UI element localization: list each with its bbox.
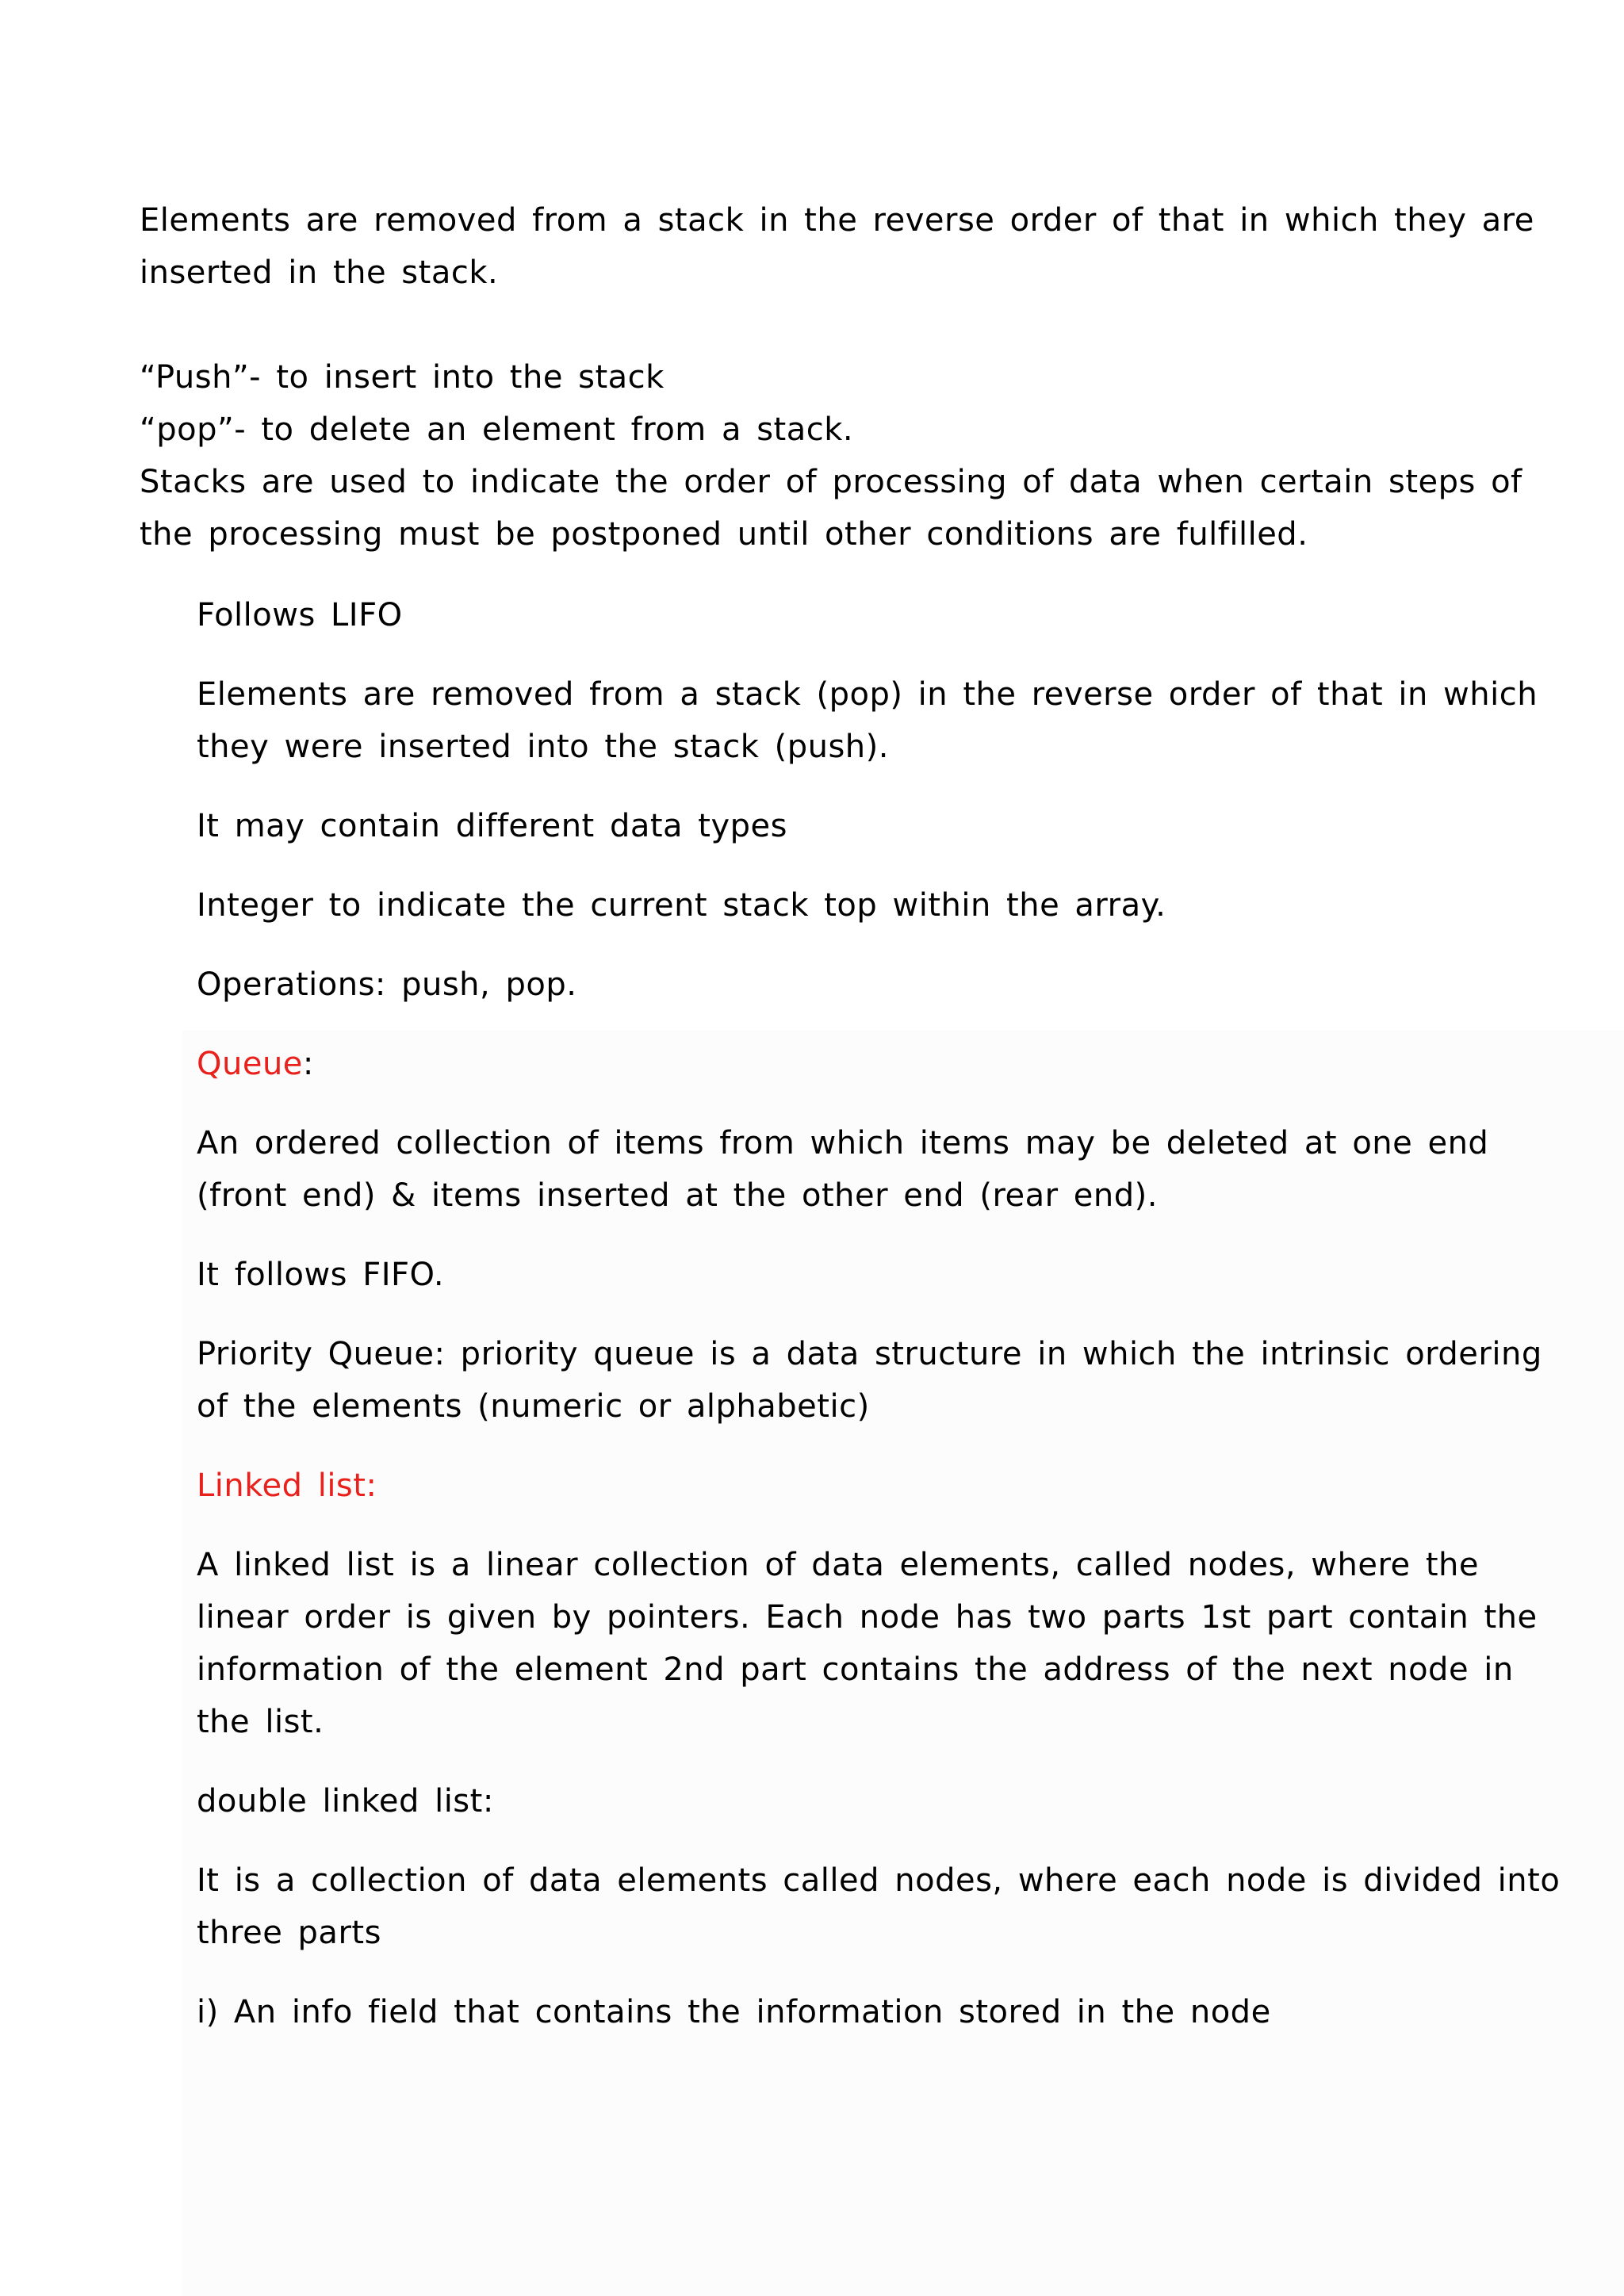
queue-heading-colon: : xyxy=(302,1046,314,1082)
priority-queue-line-2: of the elements (numeric or alphabetic) xyxy=(197,1388,870,1425)
stacks-usage-line-1: Stacks are used to indicate the order of processing of data when certain steps of xyxy=(140,464,1522,500)
queue-definition-line-1: An ordered collection of items from which items may be deleted at one end xyxy=(197,1125,1489,1161)
stack-data-types: It may contain different data types xyxy=(197,808,787,844)
double-linked-list-heading: double linked list: xyxy=(197,1783,494,1820)
stack-removal-line-1: Elements are removed from a stack (pop) in the reverse order of that in which xyxy=(197,676,1538,713)
intro-line-1: Elements are removed from a stack in the reverse order of that in which they are xyxy=(140,202,1534,239)
linked-list-definition-line-2: linear order is given by pointers. Each node has two parts 1st part contain the xyxy=(197,1599,1538,1636)
double-linked-list-definition-line-1: It is a collection of data elements called nodes, where each node is divided into xyxy=(197,1862,1561,1899)
push-definition: “Push”- to insert into the stack xyxy=(140,359,665,396)
double-linked-list-definition-line-2: three parts xyxy=(197,1915,381,1951)
queue-heading xyxy=(197,1038,314,1090)
info-field-part: i) An info field that contains the information stored in the node xyxy=(197,1994,1271,2030)
stack-top-integer: Integer to indicate the current stack top within the array. xyxy=(197,887,1166,924)
linked-list-definition-line-1: A linked list is a linear collection of data elements, called nodes, where the xyxy=(197,1547,1479,1583)
linked-list-definition-line-3: information of the element 2nd part contains the address of the next node in xyxy=(197,1651,1514,1688)
queue-fifo: It follows FIFO. xyxy=(197,1257,445,1293)
linked-list-definition-line-4: the list. xyxy=(197,1704,324,1740)
stacks-usage-line-2: the processing must be postponed until other conditions are fulfilled. xyxy=(140,516,1308,553)
queue-definition-line-2: (front end) & items inserted at the other end (rear end). xyxy=(197,1177,1158,1214)
follows-lifo: Follows LIFO xyxy=(197,597,403,633)
pop-definition: “pop”- to delete an element from a stack. xyxy=(140,411,854,448)
linked-list-heading: Linked list: xyxy=(197,1468,377,1504)
queue-heading-text: Queue xyxy=(197,1046,303,1082)
intro-line-2: inserted in the stack. xyxy=(140,254,499,291)
priority-queue-line-1: Priority Queue: priority queue is a data structure in which the intrinsic ordering xyxy=(197,1336,1542,1372)
stack-removal-line-2: they were inserted into the stack (push). xyxy=(197,729,889,765)
stack-operations: Operations: push, pop. xyxy=(197,966,577,1003)
